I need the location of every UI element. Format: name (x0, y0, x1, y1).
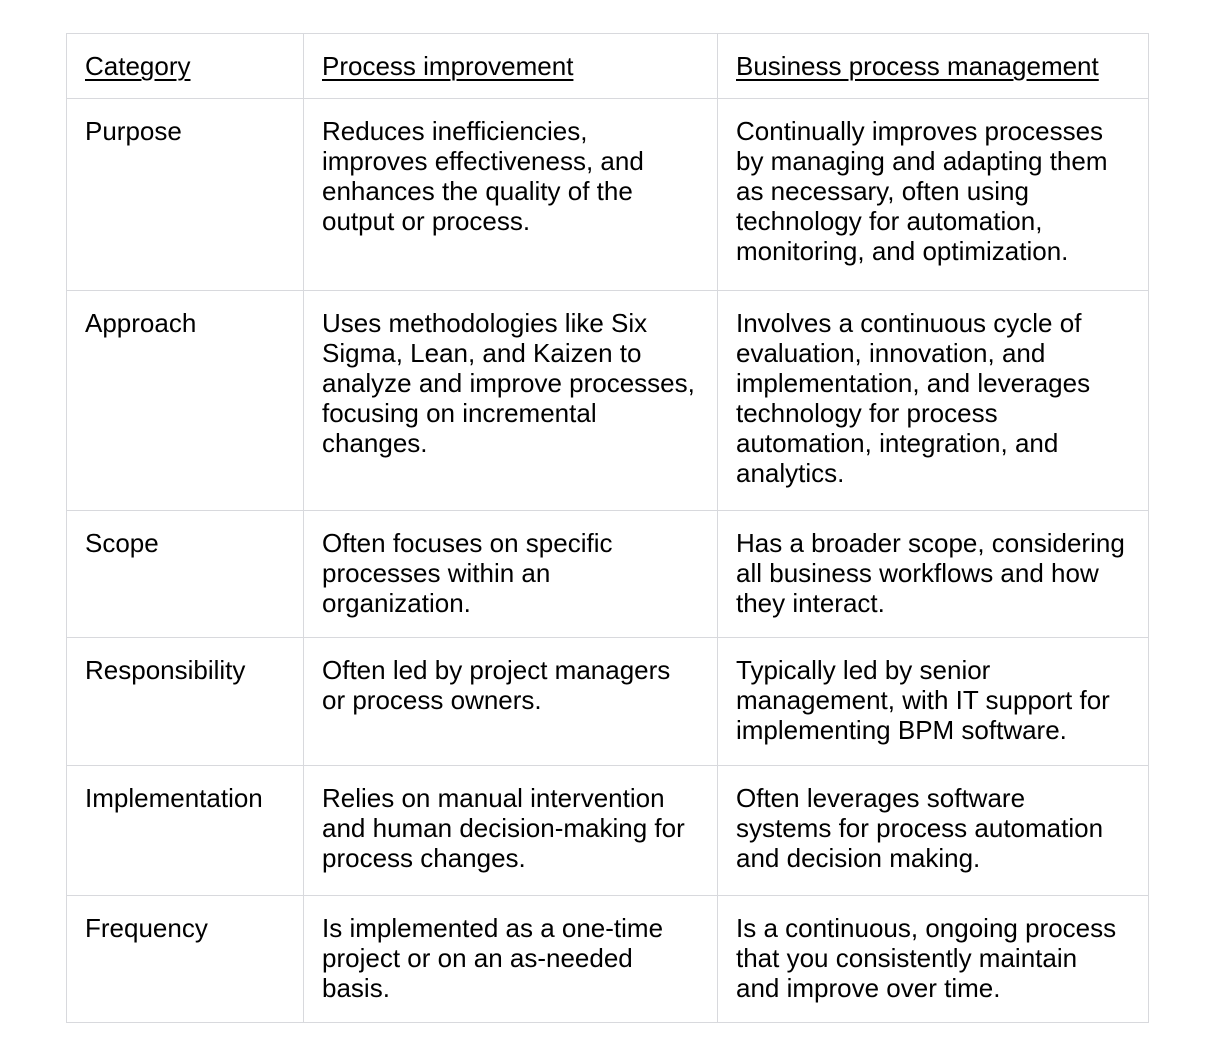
row-purpose (67, 99, 1149, 291)
responsibility-process-improvement-cell: Often led by project managers or process owners. (304, 638, 718, 766)
purpose-bpm-cell: Continually improves processes by managing and adapting them as necessary, often using technology for automation, monitoring, and optimization. (718, 99, 1149, 291)
row-approach (67, 291, 1149, 511)
column-header-category: Category (67, 34, 304, 99)
approach-bpm-cell: Involves a continuous cycle of evaluation, innovation, and implementation, and leverages technology for process automation, integration, and analytics. (718, 291, 1149, 511)
approach-process-improvement-cell: Uses methodologies like Six Sigma, Lean, and Kaizen to analyze and improve processes, focusing on incremental changes. (304, 291, 718, 511)
responsibility-bpm-cell: Typically led by senior management, with IT support for implementing BPM software. (718, 638, 1149, 766)
scope-process-improvement-cell: Often focuses on specific processes within an organization. (304, 511, 718, 638)
row-scope (67, 511, 1149, 638)
comparison-table (66, 33, 1149, 1023)
column-header-business-process-management: Business process management (718, 34, 1149, 99)
approach-label-cell: Approach (67, 291, 304, 511)
purpose-label-cell: Purpose (67, 99, 304, 291)
row-implementation (67, 766, 1149, 896)
responsibility-label-cell: Responsibility (67, 638, 304, 766)
frequency-process-improvement-cell: Is implemented as a one-time project or on an as-needed basis. (304, 896, 718, 1023)
scope-label-cell: Scope (67, 511, 304, 638)
frequency-bpm-cell: Is a continuous, ongoing process that you consistently maintain and improve over time. (718, 896, 1149, 1023)
row-frequency (67, 896, 1149, 1023)
row-responsibility (67, 638, 1149, 766)
column-header-process-improvement: Process improvement (304, 34, 718, 99)
implementation-bpm-cell: Often leverages software systems for process automation and decision making. (718, 766, 1149, 896)
scope-bpm-cell: Has a broader scope, considering all business workflows and how they interact. (718, 511, 1149, 638)
implementation-label-cell: Implementation (67, 766, 304, 896)
header-row (67, 34, 1149, 99)
purpose-process-improvement-cell: Reduces inefficiencies, improves effectiveness, and enhances the quality of the output or process. (304, 99, 718, 291)
frequency-label-cell: Frequency (67, 896, 304, 1023)
implementation-process-improvement-cell: Relies on manual intervention and human decision-making for process changes. (304, 766, 718, 896)
